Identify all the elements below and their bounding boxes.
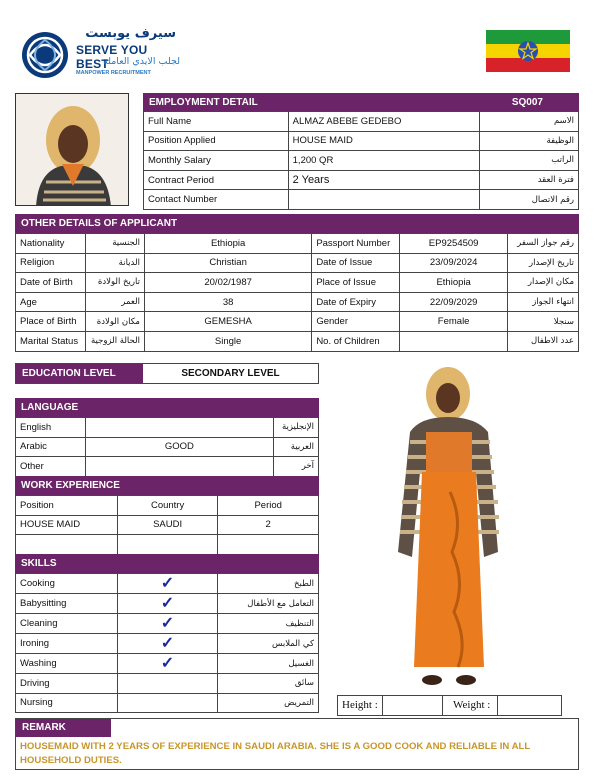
gender-arabic: سنجلا xyxy=(507,312,578,332)
skills-title: SKILLS xyxy=(15,554,319,573)
skill-washing-label: Washing xyxy=(16,654,118,674)
skill-babysitting-arabic: التعامل مع الأطفال xyxy=(218,594,319,614)
language-section xyxy=(15,398,319,477)
children-label: No. of Children xyxy=(312,331,400,351)
monthly-salary-arabic: الراتب xyxy=(480,151,579,171)
table-row xyxy=(16,312,579,332)
monthly-salary-label: Monthly Salary xyxy=(144,151,289,171)
english-level xyxy=(85,418,273,438)
table-row xyxy=(16,331,579,351)
passport-number-value: EP9254509 xyxy=(400,234,508,254)
age-arabic: العمر xyxy=(85,292,144,312)
skill-driving-check xyxy=(117,674,217,694)
work-position: HOUSE MAID xyxy=(16,515,118,535)
arabic-level: GOOD xyxy=(85,437,273,457)
checkmark-icon: ✓ xyxy=(117,634,217,654)
table-row xyxy=(16,614,319,634)
table-row xyxy=(16,693,319,713)
table-row xyxy=(16,437,319,457)
education-level-label: EDUCATION LEVEL xyxy=(16,364,143,383)
work-position xyxy=(16,535,118,555)
place-of-birth-label: Place of Birth xyxy=(16,312,86,332)
table-row xyxy=(16,515,319,535)
table-row xyxy=(144,190,579,210)
other-language-level xyxy=(85,457,273,477)
table-row xyxy=(144,131,579,151)
checkmark-icon: ✓ xyxy=(117,594,217,614)
contact-number-label: Contact Number xyxy=(144,190,289,210)
company-logo xyxy=(20,26,180,80)
measurements-row xyxy=(337,695,562,716)
date-of-issue-arabic: تاريخ الإصدار xyxy=(507,253,578,273)
skill-cooking-label: Cooking xyxy=(16,574,118,594)
checkmark-icon: ✓ xyxy=(117,654,217,674)
other-details-title: OTHER DETAILS OF APPLICANT xyxy=(15,214,579,233)
arabic-label: Arabic xyxy=(16,437,86,457)
position-applied-arabic: الوظيفة xyxy=(480,131,579,151)
table-row xyxy=(16,234,579,254)
education-level-value: SECONDARY LEVEL xyxy=(181,368,280,379)
checkmark-icon: ✓ xyxy=(117,574,217,594)
applicant-portrait-photo xyxy=(15,93,129,206)
monthly-salary-value: 1,200 QR xyxy=(288,151,480,171)
skills-section xyxy=(15,554,319,713)
column-header-period: Period xyxy=(218,496,319,516)
table-row xyxy=(16,654,319,674)
weight-label: Weight : xyxy=(443,696,498,715)
table-row xyxy=(16,418,319,438)
table-row xyxy=(144,112,579,132)
skill-cleaning-arabic: التنظيف xyxy=(218,614,319,634)
logo-emblem-icon xyxy=(20,30,70,80)
remark-text: HOUSEMAID WITH 2 YEARS OF EXPERIENCE IN SAUDI ARABIA. SHE IS A GOOD COOK AND RELIABLE IN ALL HOUSEHOLD DUTIES. xyxy=(20,741,531,766)
place-of-birth-value: GEMESHA xyxy=(144,312,311,332)
full-name-arabic: الاسم xyxy=(480,112,579,132)
skill-nursing-arabic: التمريض xyxy=(218,693,319,713)
logo-arabic: سيرف يوبست xyxy=(85,26,176,41)
skill-washing-arabic: الغسيل xyxy=(218,654,319,674)
date-of-birth-value: 20/02/1987 xyxy=(144,273,311,293)
passport-number-arabic: رقم جواز السفر xyxy=(507,234,578,254)
date-of-expiry-value: 22/09/2029 xyxy=(400,292,508,312)
remark-section xyxy=(15,718,579,770)
language-title: LANGUAGE xyxy=(15,398,319,417)
reference-code: SQ007 xyxy=(511,96,543,108)
contact-number-value xyxy=(288,190,480,210)
english-arabic: الإنجليزية xyxy=(274,418,319,438)
skill-cooking-arabic: الطبخ xyxy=(218,574,319,594)
date-of-expiry-arabic: انتهاء الجواز xyxy=(507,292,578,312)
nationality-arabic: الجنسية xyxy=(85,234,144,254)
marital-status-value: Single xyxy=(144,331,311,351)
skill-nursing-check xyxy=(117,693,217,713)
work-experience-section xyxy=(15,476,319,555)
skill-driving-arabic: سائق xyxy=(218,674,319,694)
table-row xyxy=(16,674,319,694)
skill-babysitting-label: Babysitting xyxy=(16,594,118,614)
employment-detail-section xyxy=(143,93,579,210)
date-of-birth-arabic: تاريخ الولادة xyxy=(85,273,144,293)
contract-period-value: 2 Years xyxy=(288,170,480,190)
arabic-arabic: العربية xyxy=(274,437,319,457)
logo-title: SERVE YOU BEST xyxy=(76,43,148,71)
employment-detail-title: EMPLOYMENT DETAIL xyxy=(149,96,258,108)
date-of-birth-label: Date of Birth xyxy=(16,273,86,293)
weight-value xyxy=(498,696,561,715)
work-country xyxy=(117,535,218,555)
full-name-value: ALMAZ ABEBE GEDEBO xyxy=(288,112,480,132)
table-row xyxy=(16,292,579,312)
full-name-label: Full Name xyxy=(144,112,289,132)
logo-arabic-sub: لجلب الايدي العاملة xyxy=(102,56,180,67)
english-label: English xyxy=(16,418,86,438)
religion-arabic: الديانة xyxy=(85,253,144,273)
other-language-label: Other xyxy=(16,457,86,477)
position-applied-value: HOUSE MAID xyxy=(288,131,480,151)
table-row xyxy=(16,535,319,555)
nationality-label: Nationality xyxy=(16,234,86,254)
religion-label: Religion xyxy=(16,253,86,273)
work-experience-title: WORK EXPERIENCE xyxy=(15,476,319,495)
checkmark-icon: ✓ xyxy=(117,614,217,634)
skill-nursing-label: Nursing xyxy=(16,693,118,713)
children-arabic: عدد الاطفال xyxy=(507,331,578,351)
remark-title: REMARK xyxy=(16,719,111,737)
column-header-position: Position xyxy=(16,496,118,516)
other-language-arabic: آخر xyxy=(274,457,319,477)
table-row xyxy=(16,273,579,293)
date-of-issue-value: 23/09/2024 xyxy=(400,253,508,273)
table-row xyxy=(144,151,579,171)
work-period: 2 xyxy=(218,515,319,535)
place-of-issue-label: Place of Issue xyxy=(312,273,400,293)
work-period xyxy=(218,535,319,555)
contract-period-label: Contract Period xyxy=(144,170,289,190)
logo-sub: MANPOWER RECRUITMENT xyxy=(76,70,151,76)
other-details-section xyxy=(15,214,579,352)
height-value xyxy=(383,696,443,715)
table-row xyxy=(144,170,579,190)
age-value: 38 xyxy=(144,292,311,312)
skill-ironing-arabic: كي الملابس xyxy=(218,634,319,654)
table-row xyxy=(16,253,579,273)
applicant-full-body-photo xyxy=(380,362,520,690)
place-of-issue-arabic: مكان الإصدار xyxy=(507,273,578,293)
religion-value: Christian xyxy=(144,253,311,273)
ethiopia-flag-icon xyxy=(486,30,570,72)
contact-number-arabic: رقم الاتصال xyxy=(480,190,579,210)
gender-label: Gender xyxy=(312,312,400,332)
skill-driving-label: Driving xyxy=(16,674,118,694)
skill-ironing-label: Ironing xyxy=(16,634,118,654)
column-header-country: Country xyxy=(117,496,218,516)
children-value xyxy=(400,331,508,351)
height-label: Height : xyxy=(338,696,383,715)
passport-number-label: Passport Number xyxy=(312,234,400,254)
position-applied-label: Position Applied xyxy=(144,131,289,151)
table-row xyxy=(16,574,319,594)
gender-value: Female xyxy=(400,312,508,332)
table-header-row xyxy=(16,496,319,516)
place-of-issue-value: Ethiopia xyxy=(400,273,508,293)
table-row xyxy=(16,634,319,654)
education-level-section xyxy=(15,363,319,384)
marital-status-arabic: الحالة الزوجية xyxy=(85,331,144,351)
contract-period-arabic: فترة العقد xyxy=(480,170,579,190)
table-row xyxy=(16,594,319,614)
nationality-value: Ethiopia xyxy=(144,234,311,254)
table-row xyxy=(16,457,319,477)
date-of-issue-label: Date of Issue xyxy=(312,253,400,273)
age-label: Age xyxy=(16,292,86,312)
work-country: SAUDI xyxy=(117,515,218,535)
date-of-expiry-label: Date of Expiry xyxy=(312,292,400,312)
place-of-birth-arabic: مكان الولادة xyxy=(85,312,144,332)
skill-cleaning-label: Cleaning xyxy=(16,614,118,634)
marital-status-label: Marital Status xyxy=(16,331,86,351)
